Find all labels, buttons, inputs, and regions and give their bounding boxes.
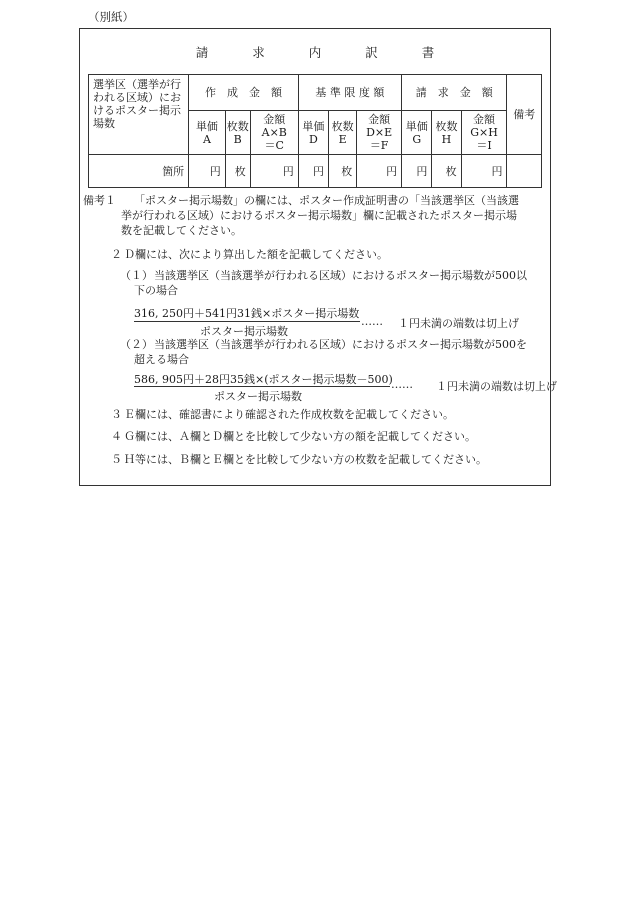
formula-1-dots: …… bbox=[361, 315, 383, 328]
note-2-1-label: （１） bbox=[120, 269, 153, 282]
title-char: 書 bbox=[421, 45, 435, 60]
document-title bbox=[80, 43, 550, 61]
note-1-label: 備考１ bbox=[83, 194, 116, 207]
amount-c-header: 金額 A×B ＝C bbox=[250, 111, 298, 155]
unit-cell-f[interactable]: 円 bbox=[357, 155, 402, 188]
statement-frame bbox=[79, 28, 557, 486]
note-2-text: Ｄ欄には、次により算出した額を記載してください。 bbox=[124, 248, 388, 261]
amount-i-header: 金額 G×H ＝I bbox=[461, 111, 507, 155]
unit-cell-e[interactable]: 枚 bbox=[329, 155, 357, 188]
unit-cell-g[interactable]: 円 bbox=[402, 155, 432, 188]
unit-cell-c[interactable]: 円 bbox=[250, 155, 298, 188]
breakdown-table bbox=[88, 74, 542, 188]
note-2-1-line: 下の場合 bbox=[134, 284, 178, 297]
unit-cell-h[interactable]: 枚 bbox=[432, 155, 461, 188]
unit-cell-b[interactable]: 枚 bbox=[225, 155, 250, 188]
creation-amount-header: 作 成 金 額 bbox=[189, 75, 299, 111]
unit-cell-sites[interactable]: 箇所 bbox=[89, 155, 189, 188]
note-2-2-line: 当該選挙区（当該選挙が行われる区域）におけるポスター掲示場数が500を bbox=[154, 338, 527, 351]
title-char: 内 bbox=[308, 45, 322, 60]
count-h-header: 枚数 H bbox=[432, 111, 461, 155]
formula-2-numerator: 586, 905円＋28円35銭×(ポスター掲示場数－500) bbox=[134, 373, 393, 386]
formula-2-bar bbox=[134, 386, 390, 387]
standard-limit-header: 基 準 限 度 額 bbox=[298, 75, 401, 111]
claim-amount-header: 請 求 金 額 bbox=[402, 75, 507, 111]
note-1-line: 「ポスター掲示場数」の欄には、ポスター作成証明書の「当該選挙区（当該選 bbox=[134, 194, 519, 207]
title-char: 請 bbox=[195, 45, 209, 60]
note-2-1-line: 当該選挙区（当該選挙が行われる区域）におけるポスター掲示場数が500以 bbox=[154, 269, 527, 282]
unit-cell-a[interactable]: 円 bbox=[189, 155, 226, 188]
note-3-text: Ｅ欄には、確認書により確認された作成枚数を記載してください。 bbox=[124, 408, 454, 421]
remarks-cell[interactable] bbox=[507, 155, 542, 188]
unit-price-d-header: 単価 D bbox=[298, 111, 328, 155]
formula-2-note: １円未満の端数は切上げ bbox=[436, 380, 557, 393]
unit-price-g-header: 単価 G bbox=[402, 111, 432, 155]
formula-1-bar bbox=[134, 321, 360, 322]
title-char: 求 bbox=[252, 45, 265, 60]
formula-1-denominator: ポスター掲示場数 bbox=[200, 325, 288, 338]
note-1-line: 挙が行われる区域）におけるポスター掲示場数」欄に記載されたポスター掲示場 bbox=[121, 209, 517, 222]
unit-cell-d[interactable]: 円 bbox=[298, 155, 328, 188]
note-2-2-label: （２） bbox=[120, 338, 153, 351]
count-e-header: 枚数 E bbox=[329, 111, 357, 155]
note-3-label: ３ bbox=[111, 408, 122, 421]
formula-1-numerator: 316, 250円＋541円31銭×ポスター掲示場数 bbox=[134, 307, 360, 320]
unit-price-a-header: 単価 A bbox=[189, 111, 226, 155]
formula-2-dots: …… bbox=[391, 378, 413, 391]
note-4-label: ４ bbox=[111, 430, 122, 443]
note-2-2-line: 超える場合 bbox=[134, 353, 189, 366]
formula-1-note: １円未満の端数は切上げ bbox=[398, 317, 519, 330]
title-char: 訳 bbox=[365, 45, 378, 60]
note-5-text: Ｈ等には、Ｂ欄とＥ欄とを比較して少ない方の枚数を記載してください。 bbox=[124, 453, 487, 466]
attachment-label: （別紙） bbox=[88, 10, 134, 24]
poster-sites-header: 選挙区（選挙が行われる区域）におけるポスター掲示場数 bbox=[89, 75, 189, 155]
note-5-label: ５ bbox=[111, 453, 122, 466]
note-1-line: 数を記載してください。 bbox=[121, 224, 242, 237]
unit-cell-i[interactable]: 円 bbox=[461, 155, 507, 188]
count-b-header: 枚数 B bbox=[225, 111, 250, 155]
amount-f-header: 金額 D×E ＝F bbox=[357, 111, 402, 155]
remarks-header: 備考 bbox=[507, 75, 542, 155]
note-2-label: ２ bbox=[111, 248, 122, 261]
formula-2-denominator: ポスター掲示場数 bbox=[214, 390, 302, 403]
note-4-text: Ｇ欄には、Ａ欄とＤ欄とを比較して少ない方の額を記載してください。 bbox=[124, 430, 476, 443]
